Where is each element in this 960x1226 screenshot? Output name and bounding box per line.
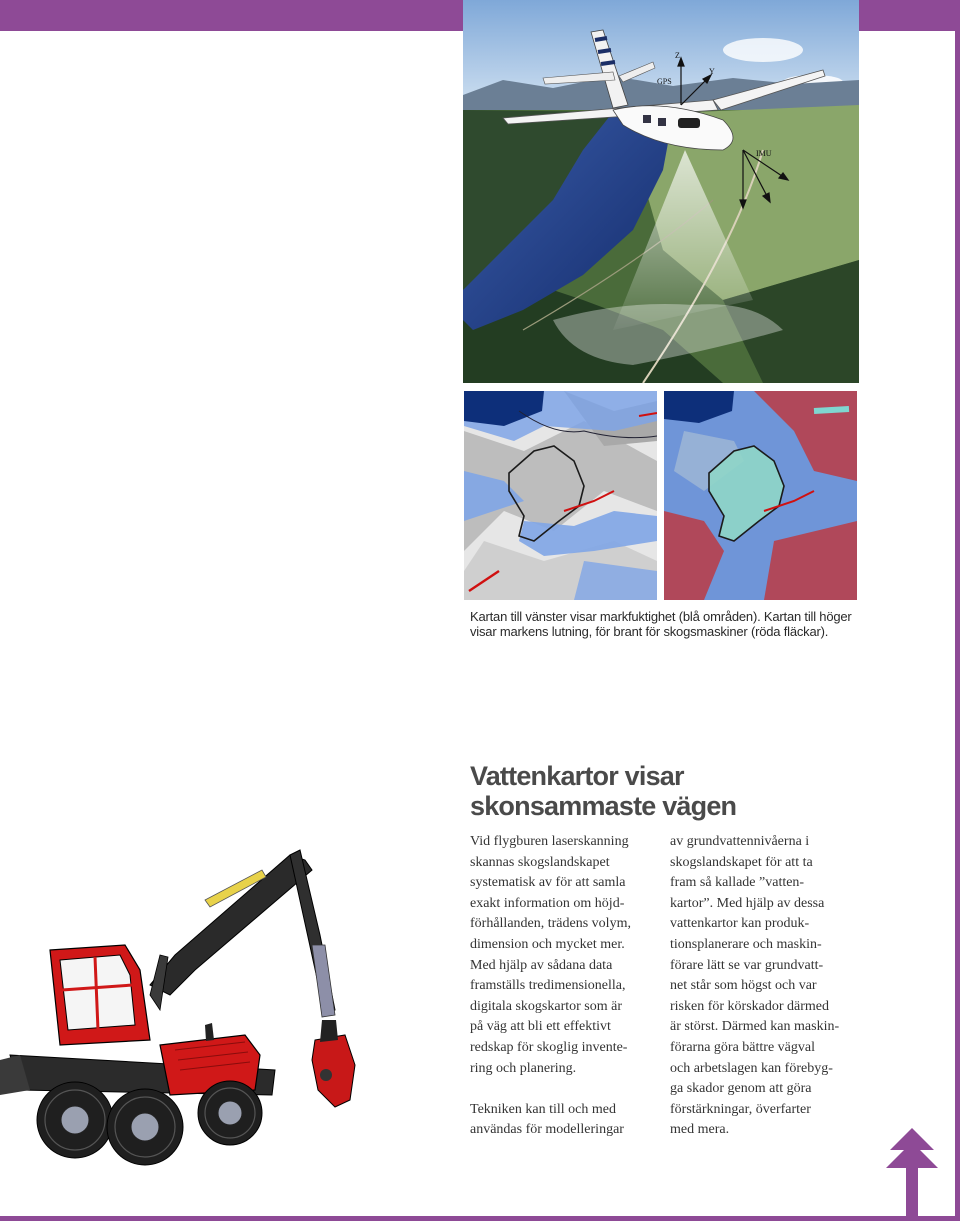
column1-line: exakt information om höjd- bbox=[470, 895, 625, 911]
column1-line: systematisk av för att samla bbox=[470, 875, 626, 891]
wetness-map bbox=[464, 391, 657, 600]
column2-line: är störst. Därmed kan maskin- bbox=[670, 1019, 840, 1035]
column1-line: skannas skogslandskapet bbox=[470, 854, 610, 870]
column2-line: vattenkartor kan produk- bbox=[670, 916, 810, 932]
column2-line: med mera. bbox=[670, 1122, 730, 1138]
column2-line: fram så kallade ”vatten- bbox=[670, 875, 805, 891]
column1-line: Vid flygburen laserskanning bbox=[470, 834, 629, 849]
column2-line: av grundvattennivåerna i bbox=[670, 834, 810, 849]
column1-line: dimension och mycket mer. bbox=[470, 936, 625, 952]
column2-line: ga skador genom att göra bbox=[670, 1081, 812, 1097]
z-axis-label: Z bbox=[675, 51, 680, 60]
map-caption bbox=[470, 609, 860, 639]
y-axis-label: Y bbox=[709, 67, 715, 76]
imu-label: IMU bbox=[756, 149, 772, 158]
article-column-1 bbox=[470, 832, 660, 1141]
column2-line: risken för körskador därmed bbox=[670, 998, 830, 1014]
caption-line-1: Kartan till vänster visar markfuktighet (blå områden). Kartan till höger bbox=[470, 609, 852, 624]
column2-line: tionsplanerare och maskin- bbox=[670, 936, 822, 952]
column1-line: framställs tredimensionella, bbox=[470, 978, 626, 994]
column1-line: användas för modelleringar bbox=[470, 1122, 624, 1138]
article-column-2 bbox=[670, 832, 860, 1141]
column1-line: digitala skogskartor som är bbox=[470, 998, 623, 1014]
column1-line: Med hjälp av sådana data bbox=[470, 957, 613, 973]
top-accent-bar-left bbox=[0, 0, 463, 31]
column2-line: kartor”. Med hjälp av dessa bbox=[670, 895, 825, 911]
forestry-harvester-illustration bbox=[0, 845, 360, 1175]
column1-line: ring och planering. bbox=[470, 1060, 577, 1076]
column2-line: förarna göra bättre vägval bbox=[670, 1039, 815, 1055]
paragraph-gap bbox=[470, 1079, 660, 1100]
aerial-survey-photo bbox=[463, 0, 859, 383]
column1-line: Tekniken kan till och med bbox=[470, 1101, 616, 1117]
headline-line-2: skonsammaste vägen bbox=[470, 791, 737, 821]
caption-line-2: visar markens lutning, för brant för skogsmaskiner (röda fläckar). bbox=[470, 624, 829, 639]
column1-line: förhållanden, trädens volym, bbox=[470, 916, 631, 932]
up-arrow-icon[interactable] bbox=[884, 1128, 940, 1221]
headline-line-1: Vattenkartor visar bbox=[470, 761, 684, 791]
column2-line: förare lätt se var grundvatt- bbox=[670, 957, 824, 973]
column2-line: och arbetslagen kan förebyg- bbox=[670, 1060, 833, 1076]
column2-line: skogslandskapet för att ta bbox=[670, 854, 813, 870]
column1-line: redskap för skoglig invente- bbox=[470, 1039, 628, 1055]
column2-line: net står som högst och var bbox=[670, 978, 817, 994]
column1-line: på väg att bli ett effektivt bbox=[470, 1019, 611, 1035]
article-headline bbox=[470, 761, 890, 821]
gps-label: GPS bbox=[657, 77, 672, 86]
column2-line: förstärkningar, överfarter bbox=[670, 1101, 811, 1117]
right-edge-bar bbox=[955, 31, 960, 1221]
bottom-edge-bar bbox=[0, 1216, 960, 1221]
slope-map bbox=[664, 391, 857, 600]
top-accent-bar-right bbox=[859, 0, 960, 31]
